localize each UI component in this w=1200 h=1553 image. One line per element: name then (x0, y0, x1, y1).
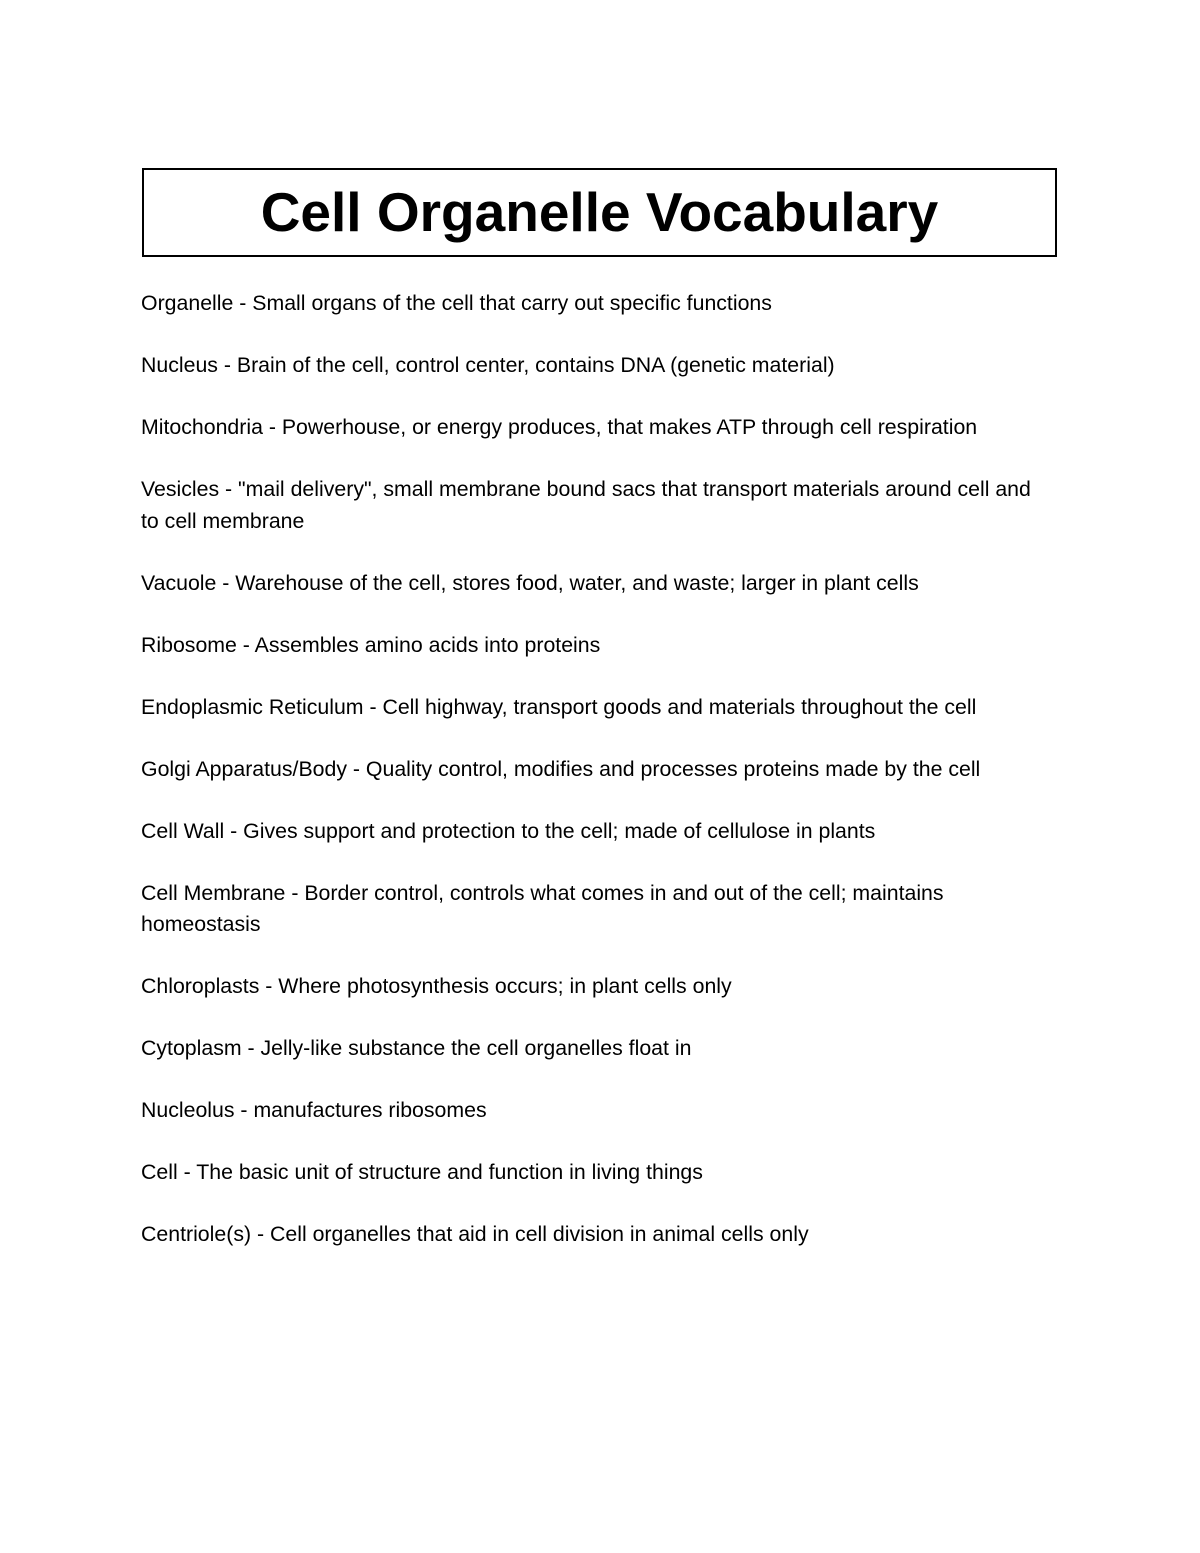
vocab-entry-cell: Cell - The basic unit of structure and function in living things (141, 1160, 703, 1184)
vocab-entry-golgi-apparatus: Golgi Apparatus/Body - Quality control, modifies and processes proteins made by the cell (141, 756, 981, 781)
vocab-entry-cytoplasm: Cytoplasm - Jelly-like substance the cell organelles float in (141, 1036, 692, 1060)
vocabulary-list (141, 288, 1046, 1281)
vocab-entry-nucleolus: Nucleolus - manufactures ribosomes (141, 1098, 487, 1122)
vocab-entry-centrioles: Centriole(s) - Cell organelles that aid in cell division in animal cells only (141, 1222, 809, 1246)
vocab-entry-nucleus: Nucleus - Brain of the cell, control center, contains DNA (genetic material) (141, 353, 835, 377)
vocab-entry-ribosome: Ribosome - Assembles amino acids into proteins (141, 632, 601, 657)
vocab-entry-chloroplasts: Chloroplasts - Where photosynthesis occurs; in plant cells only (141, 974, 732, 998)
vocab-entry-cell-wall: Cell Wall - Gives support and protection to the cell; made of cellulose in plants (141, 818, 876, 843)
vocab-entry-mitochondria: Mitochondria - Powerhouse, or energy produces, that makes ATP through cell respiration (141, 415, 978, 439)
vocab-entry-vacuole: Vacuole - Warehouse of the cell, stores food, water, and waste; larger in plant cells (141, 570, 919, 595)
vocab-entry-vesicles: Vesicles - "mail delivery", small membrane bound sacs that transport materials around cell and to cell membrane (141, 477, 1031, 533)
vocab-entry-endoplasmic-reticulum: Endoplasmic Reticulum - Cell highway, transport goods and materials throughout the cell (141, 694, 977, 719)
title-box (142, 168, 1057, 257)
vocab-entry-cell-membrane: Cell Membrane - Border control, controls what comes in and out of the cell; maintains homeostasis (141, 880, 944, 936)
vocab-entry-organelle: Organelle - Small organs of the cell that carry out specific functions (141, 291, 772, 315)
page-title: Cell Organelle Vocabulary (260, 181, 939, 243)
